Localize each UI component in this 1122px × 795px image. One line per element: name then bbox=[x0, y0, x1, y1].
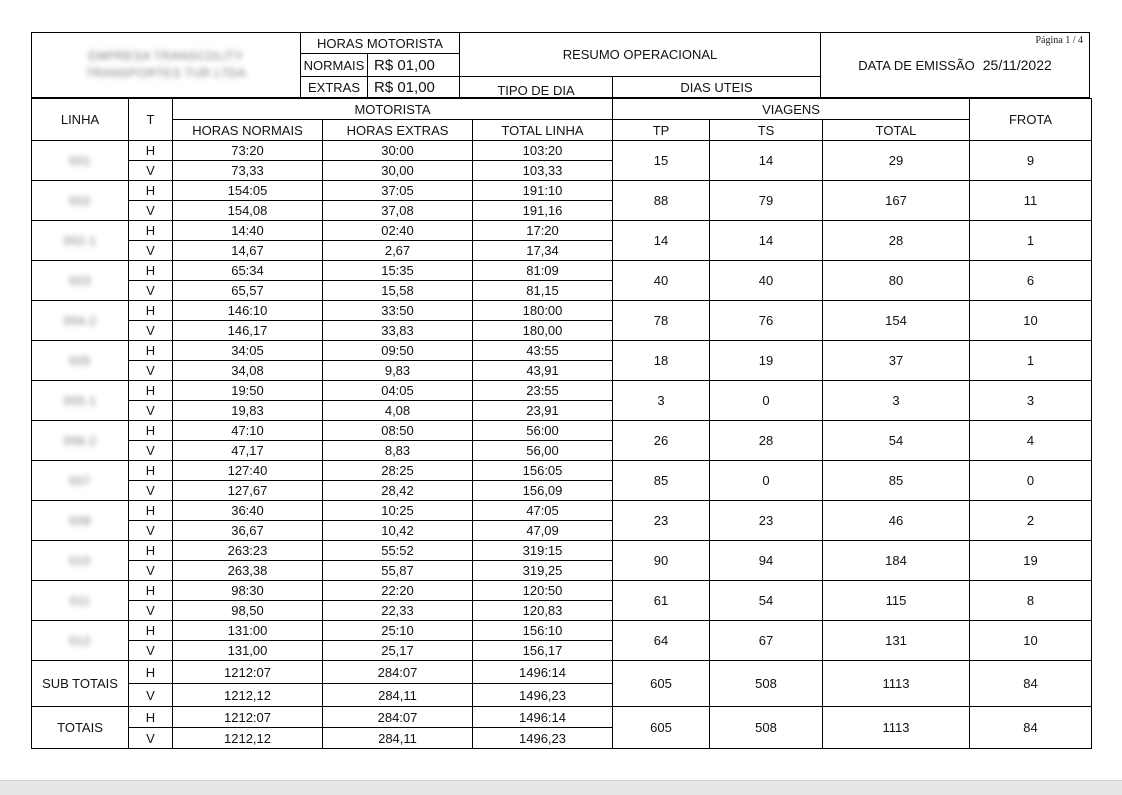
cell-v-normais: 36,67 bbox=[173, 521, 323, 541]
cell-h-t: H bbox=[129, 341, 173, 361]
cell-tp: 26 bbox=[613, 421, 710, 461]
linha-cell bbox=[32, 581, 129, 621]
emissao-box bbox=[820, 32, 1090, 98]
cell-ts: 40 bbox=[710, 261, 823, 301]
cell-frota: 1 bbox=[970, 221, 1092, 261]
cell-v-extras: 30,00 bbox=[323, 161, 473, 181]
cell-h-t: H bbox=[129, 461, 173, 481]
cell-ts: 0 bbox=[710, 381, 823, 421]
cell-tp: 90 bbox=[613, 541, 710, 581]
table-header-row-1 bbox=[32, 99, 1092, 120]
cell-v-t: V bbox=[129, 161, 173, 181]
col-total-linha: TOTAL LINHA bbox=[473, 120, 613, 141]
cell-h-extras: 25:10 bbox=[323, 621, 473, 641]
cell-h-normais: 14:40 bbox=[173, 221, 323, 241]
cell-v-t: V bbox=[129, 601, 173, 621]
cell-h-extras: 37:05 bbox=[323, 181, 473, 201]
cell-h-total: 17:20 bbox=[473, 221, 613, 241]
cell-frota: 84 bbox=[970, 661, 1092, 707]
cell-h-normais: 47:10 bbox=[173, 421, 323, 441]
cell-h-t: H bbox=[129, 541, 173, 561]
cell-v-extras: 2,67 bbox=[323, 241, 473, 261]
cell-total: 3 bbox=[823, 381, 970, 421]
cell-ts: 508 bbox=[710, 707, 823, 749]
cell-h-extras: 55:52 bbox=[323, 541, 473, 561]
linha-code: 005-1 bbox=[63, 394, 97, 408]
cell-v-normais: 73,33 bbox=[173, 161, 323, 181]
cell-h-extras: 10:25 bbox=[323, 501, 473, 521]
cell-v-total: 191,16 bbox=[473, 201, 613, 221]
cell-h-t: H bbox=[129, 707, 173, 728]
operational-summary-table bbox=[31, 98, 1092, 749]
cell-tp: 64 bbox=[613, 621, 710, 661]
col-group-motorista: MOTORISTA bbox=[173, 99, 613, 120]
cell-h-total: 81:09 bbox=[473, 261, 613, 281]
cell-v-normais: 19,83 bbox=[173, 401, 323, 421]
cell-tp: 3 bbox=[613, 381, 710, 421]
cell-total: 167 bbox=[823, 181, 970, 221]
cell-h-extras: 33:50 bbox=[323, 301, 473, 321]
cell-v-total: 81,15 bbox=[473, 281, 613, 301]
cell-v-extras: 15,58 bbox=[323, 281, 473, 301]
linha-code: 003 bbox=[69, 274, 91, 288]
cell-total: 154 bbox=[823, 301, 970, 341]
cell-h-t: H bbox=[129, 421, 173, 441]
cell-ts: 94 bbox=[710, 541, 823, 581]
cell-v-normais: 154,08 bbox=[173, 201, 323, 221]
linha-code: 002 bbox=[69, 194, 91, 208]
cell-total: 184 bbox=[823, 541, 970, 581]
company-name bbox=[31, 32, 301, 98]
col-horas-normais: HORAS NORMAIS bbox=[173, 120, 323, 141]
table-row bbox=[32, 341, 1092, 361]
cell-h-normais: 1212:07 bbox=[173, 661, 323, 684]
table-row bbox=[32, 381, 1092, 401]
cell-h-t: H bbox=[129, 381, 173, 401]
cell-h-t: H bbox=[129, 581, 173, 601]
table-row bbox=[32, 221, 1092, 241]
cell-h-extras: 09:50 bbox=[323, 341, 473, 361]
cell-v-extras: 10,42 bbox=[323, 521, 473, 541]
cell-v-normais: 47,17 bbox=[173, 441, 323, 461]
tipo-dia-label: TIPO DE DIA bbox=[459, 76, 613, 98]
cell-h-t: H bbox=[129, 181, 173, 201]
cell-v-normais: 131,00 bbox=[173, 641, 323, 661]
table-row bbox=[32, 421, 1092, 441]
col-linha: LINHA bbox=[32, 99, 129, 141]
cell-ts: 14 bbox=[710, 141, 823, 181]
linha-cell bbox=[32, 181, 129, 221]
cell-v-normais: 263,38 bbox=[173, 561, 323, 581]
cell-h-t: H bbox=[129, 301, 173, 321]
cell-h-total: 1496:14 bbox=[473, 707, 613, 728]
cell-tp: 40 bbox=[613, 261, 710, 301]
page-label: Página bbox=[1035, 35, 1063, 46]
linha-code: 012 bbox=[69, 634, 91, 648]
cell-v-extras: 284,11 bbox=[323, 684, 473, 707]
table-row bbox=[32, 541, 1092, 561]
cell-v-extras: 9,83 bbox=[323, 361, 473, 381]
cell-v-normais: 1212,12 bbox=[173, 684, 323, 707]
cell-v-extras: 22,33 bbox=[323, 601, 473, 621]
data-emissao-value: 25/11/2022 bbox=[982, 57, 1052, 73]
cell-total: 28 bbox=[823, 221, 970, 261]
cell-h-extras: 04:05 bbox=[323, 381, 473, 401]
summary-label: TOTAIS bbox=[32, 707, 129, 749]
cell-frota: 2 bbox=[970, 501, 1092, 541]
cell-h-total: 47:05 bbox=[473, 501, 613, 521]
cell-h-total: 191:10 bbox=[473, 181, 613, 201]
cell-v-extras: 55,87 bbox=[323, 561, 473, 581]
cell-ts: 19 bbox=[710, 341, 823, 381]
cell-v-t: V bbox=[129, 361, 173, 381]
linha-cell bbox=[32, 541, 129, 581]
linha-cell bbox=[32, 141, 129, 181]
table-row bbox=[32, 661, 1092, 684]
linha-code: 008 bbox=[69, 514, 91, 528]
col-ts: TS bbox=[710, 120, 823, 141]
cell-v-total: 47,09 bbox=[473, 521, 613, 541]
col-tp: TP bbox=[613, 120, 710, 141]
cell-v-t: V bbox=[129, 684, 173, 707]
cell-h-total: 103:20 bbox=[473, 141, 613, 161]
cell-h-normais: 98:30 bbox=[173, 581, 323, 601]
cell-v-t: V bbox=[129, 281, 173, 301]
cell-ts: 79 bbox=[710, 181, 823, 221]
cell-v-normais: 127,67 bbox=[173, 481, 323, 501]
cell-h-total: 1496:14 bbox=[473, 661, 613, 684]
cell-h-normais: 19:50 bbox=[173, 381, 323, 401]
cell-v-total: 319,25 bbox=[473, 561, 613, 581]
cell-total: 1113 bbox=[823, 707, 970, 749]
cell-total: 131 bbox=[823, 621, 970, 661]
cell-v-t: V bbox=[129, 521, 173, 541]
cell-v-total: 23,91 bbox=[473, 401, 613, 421]
cell-tp: 14 bbox=[613, 221, 710, 261]
cell-total: 37 bbox=[823, 341, 970, 381]
linha-cell bbox=[32, 221, 129, 261]
linha-code: 011 bbox=[69, 594, 91, 608]
cell-frota: 84 bbox=[970, 707, 1092, 749]
table-row bbox=[32, 707, 1092, 728]
cell-tp: 605 bbox=[613, 661, 710, 707]
linha-code: 002-1 bbox=[63, 234, 97, 248]
table-row bbox=[32, 461, 1092, 481]
cell-v-normais: 34,08 bbox=[173, 361, 323, 381]
cell-v-normais: 1212,12 bbox=[173, 728, 323, 749]
cell-tp: 88 bbox=[613, 181, 710, 221]
cell-frota: 0 bbox=[970, 461, 1092, 501]
cell-h-total: 43:55 bbox=[473, 341, 613, 361]
cell-ts: 0 bbox=[710, 461, 823, 501]
cell-v-total: 17,34 bbox=[473, 241, 613, 261]
cell-total: 29 bbox=[823, 141, 970, 181]
table-row bbox=[32, 501, 1092, 521]
cell-tp: 18 bbox=[613, 341, 710, 381]
cell-h-extras: 15:35 bbox=[323, 261, 473, 281]
extras-rate: R$ 01,00 bbox=[367, 76, 460, 98]
cell-v-normais: 14,67 bbox=[173, 241, 323, 261]
table-row bbox=[32, 141, 1092, 161]
cell-ts: 54 bbox=[710, 581, 823, 621]
cell-v-total: 43,91 bbox=[473, 361, 613, 381]
table-row bbox=[32, 621, 1092, 641]
normais-rate: R$ 01,00 bbox=[367, 53, 460, 77]
cell-frota: 1 bbox=[970, 341, 1092, 381]
col-horas-extras: HORAS EXTRAS bbox=[323, 120, 473, 141]
linha-code: 001 bbox=[69, 154, 91, 168]
linha-cell bbox=[32, 261, 129, 301]
linha-cell bbox=[32, 461, 129, 501]
company-name-line1: EMPRESA TRANSCOLITY bbox=[88, 49, 244, 63]
cell-h-normais: 154:05 bbox=[173, 181, 323, 201]
cell-h-total: 156:10 bbox=[473, 621, 613, 641]
cell-total: 80 bbox=[823, 261, 970, 301]
cell-v-total: 156,17 bbox=[473, 641, 613, 661]
col-total: TOTAL bbox=[823, 120, 970, 141]
cell-ts: 23 bbox=[710, 501, 823, 541]
cell-frota: 8 bbox=[970, 581, 1092, 621]
cell-v-total: 180,00 bbox=[473, 321, 613, 341]
cell-h-total: 180:00 bbox=[473, 301, 613, 321]
cell-v-extras: 8,83 bbox=[323, 441, 473, 461]
cell-h-normais: 131:00 bbox=[173, 621, 323, 641]
cell-h-normais: 65:34 bbox=[173, 261, 323, 281]
cell-v-t: V bbox=[129, 728, 173, 749]
cell-h-t: H bbox=[129, 221, 173, 241]
summary-label: SUB TOTAIS bbox=[32, 661, 129, 707]
cell-h-normais: 73:20 bbox=[173, 141, 323, 161]
cell-v-t: V bbox=[129, 241, 173, 261]
data-emissao-label: DATA DE EMISSÃO bbox=[858, 57, 975, 73]
linha-cell bbox=[32, 301, 129, 341]
page-number bbox=[1036, 35, 1084, 46]
horas-motorista-label: HORAS MOTORISTA bbox=[300, 32, 460, 54]
report-header bbox=[31, 32, 1090, 98]
cell-v-t: V bbox=[129, 641, 173, 661]
linha-code: 007 bbox=[69, 474, 91, 488]
cell-frota: 6 bbox=[970, 261, 1092, 301]
cell-v-normais: 98,50 bbox=[173, 601, 323, 621]
linha-cell bbox=[32, 381, 129, 421]
viewer-bottom-bar bbox=[0, 780, 1122, 795]
cell-frota: 19 bbox=[970, 541, 1092, 581]
cell-h-t: H bbox=[129, 261, 173, 281]
cell-v-extras: 4,08 bbox=[323, 401, 473, 421]
table-row bbox=[32, 581, 1092, 601]
cell-h-extras: 08:50 bbox=[323, 421, 473, 441]
cell-ts: 67 bbox=[710, 621, 823, 661]
cell-frota: 10 bbox=[970, 621, 1092, 661]
cell-h-extras: 30:00 bbox=[323, 141, 473, 161]
cell-total: 85 bbox=[823, 461, 970, 501]
cell-frota: 10 bbox=[970, 301, 1092, 341]
cell-h-extras: 28:25 bbox=[323, 461, 473, 481]
cell-tp: 23 bbox=[613, 501, 710, 541]
cell-h-normais: 127:40 bbox=[173, 461, 323, 481]
cell-frota: 3 bbox=[970, 381, 1092, 421]
cell-v-extras: 284,11 bbox=[323, 728, 473, 749]
table-row bbox=[32, 261, 1092, 281]
table-row bbox=[32, 301, 1092, 321]
linha-cell bbox=[32, 501, 129, 541]
cell-v-extras: 37,08 bbox=[323, 201, 473, 221]
cell-total: 46 bbox=[823, 501, 970, 541]
cell-ts: 28 bbox=[710, 421, 823, 461]
cell-v-t: V bbox=[129, 401, 173, 421]
cell-v-extras: 28,42 bbox=[323, 481, 473, 501]
linha-code: 005 bbox=[69, 354, 91, 368]
cell-tp: 78 bbox=[613, 301, 710, 341]
cell-frota: 9 bbox=[970, 141, 1092, 181]
cell-h-total: 156:05 bbox=[473, 461, 613, 481]
tipo-dia-value: DIAS UTEIS bbox=[612, 76, 821, 98]
cell-v-extras: 25,17 bbox=[323, 641, 473, 661]
cell-h-total: 56:00 bbox=[473, 421, 613, 441]
cell-h-t: H bbox=[129, 141, 173, 161]
cell-v-total: 103,33 bbox=[473, 161, 613, 181]
linha-code: 004-2 bbox=[63, 314, 97, 328]
cell-v-total: 1496,23 bbox=[473, 684, 613, 707]
cell-ts: 76 bbox=[710, 301, 823, 341]
cell-v-normais: 146,17 bbox=[173, 321, 323, 341]
table-body bbox=[32, 141, 1092, 749]
cell-h-t: H bbox=[129, 661, 173, 684]
page-value: 1 / 4 bbox=[1065, 35, 1083, 46]
linha-cell bbox=[32, 421, 129, 461]
cell-h-t: H bbox=[129, 501, 173, 521]
cell-h-extras: 22:20 bbox=[323, 581, 473, 601]
cell-h-t: H bbox=[129, 621, 173, 641]
linha-cell bbox=[32, 341, 129, 381]
cell-h-total: 319:15 bbox=[473, 541, 613, 561]
cell-frota: 4 bbox=[970, 421, 1092, 461]
cell-v-normais: 65,57 bbox=[173, 281, 323, 301]
linha-code: 010 bbox=[69, 554, 91, 568]
cell-total: 1113 bbox=[823, 661, 970, 707]
cell-v-total: 1496,23 bbox=[473, 728, 613, 749]
cell-h-normais: 263:23 bbox=[173, 541, 323, 561]
cell-tp: 85 bbox=[613, 461, 710, 501]
cell-tp: 605 bbox=[613, 707, 710, 749]
cell-h-normais: 36:40 bbox=[173, 501, 323, 521]
col-frota: FROTA bbox=[970, 99, 1092, 141]
cell-frota: 11 bbox=[970, 181, 1092, 221]
linha-code: 006-2 bbox=[63, 434, 97, 448]
cell-h-extras: 284:07 bbox=[323, 661, 473, 684]
cell-v-t: V bbox=[129, 561, 173, 581]
linha-cell bbox=[32, 621, 129, 661]
cell-h-total: 23:55 bbox=[473, 381, 613, 401]
normais-label: NORMAIS bbox=[300, 53, 368, 77]
cell-tp: 61 bbox=[613, 581, 710, 621]
table-header-row-2 bbox=[32, 120, 1092, 141]
cell-ts: 508 bbox=[710, 661, 823, 707]
cell-v-total: 56,00 bbox=[473, 441, 613, 461]
cell-h-normais: 1212:07 bbox=[173, 707, 323, 728]
cell-v-extras: 33,83 bbox=[323, 321, 473, 341]
table-row bbox=[32, 181, 1092, 201]
cell-h-total: 120:50 bbox=[473, 581, 613, 601]
cell-h-normais: 146:10 bbox=[173, 301, 323, 321]
col-group-viagens: VIAGENS bbox=[613, 99, 970, 120]
cell-ts: 14 bbox=[710, 221, 823, 261]
cell-total: 54 bbox=[823, 421, 970, 461]
resumo-title: RESUMO OPERACIONAL bbox=[459, 32, 821, 77]
cell-h-extras: 284:07 bbox=[323, 707, 473, 728]
cell-tp: 15 bbox=[613, 141, 710, 181]
cell-v-t: V bbox=[129, 201, 173, 221]
cell-v-total: 156,09 bbox=[473, 481, 613, 501]
cell-v-t: V bbox=[129, 321, 173, 341]
company-name-line2: TRANSPORTES TUR LTDA bbox=[85, 66, 247, 80]
cell-h-normais: 34:05 bbox=[173, 341, 323, 361]
cell-total: 115 bbox=[823, 581, 970, 621]
extras-label: EXTRAS bbox=[300, 76, 368, 98]
col-t: T bbox=[129, 99, 173, 141]
cell-v-t: V bbox=[129, 441, 173, 461]
cell-h-extras: 02:40 bbox=[323, 221, 473, 241]
cell-v-total: 120,83 bbox=[473, 601, 613, 621]
cell-v-t: V bbox=[129, 481, 173, 501]
